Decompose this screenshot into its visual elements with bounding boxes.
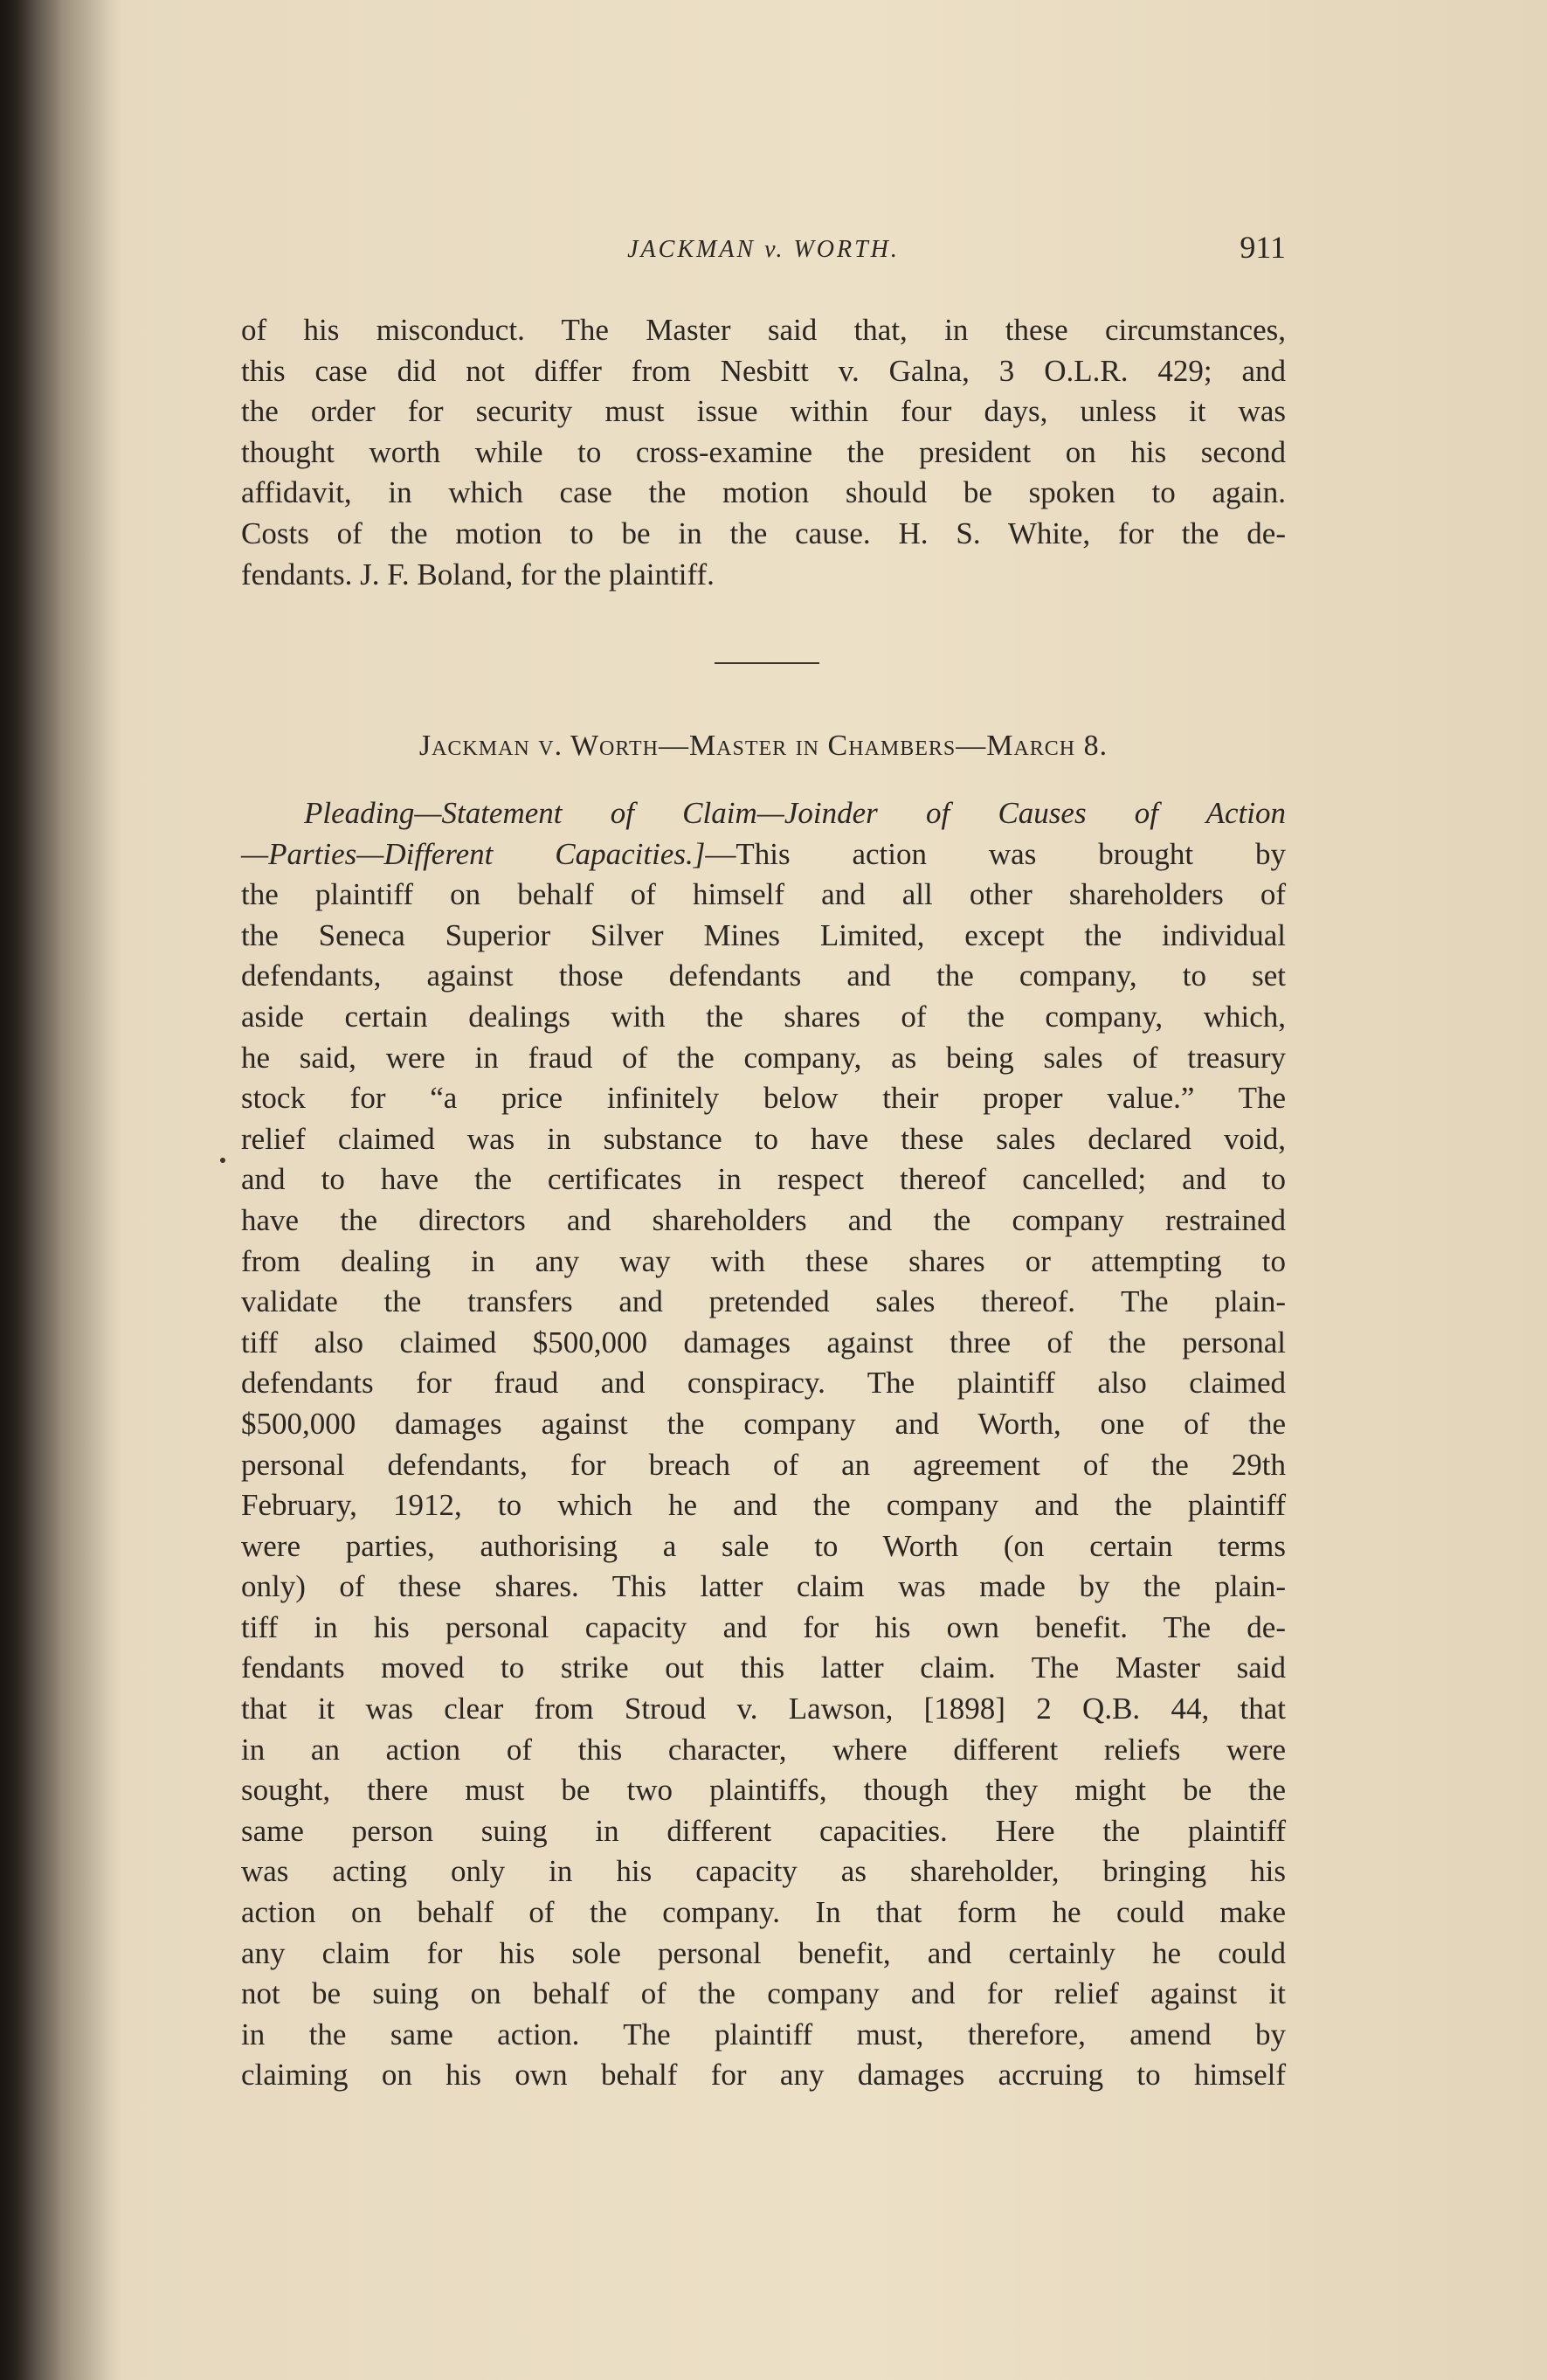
text-line: that it was clear from Stroud v. Lawson, [1898] 2 Q.B. 44, that bbox=[241, 1692, 1286, 1726]
text-line: in the same action. The plaintiff must, therefore, amend by bbox=[241, 2017, 1286, 2051]
text-line: the Seneca Superior Silver Mines Limited, except the individual bbox=[241, 917, 1286, 952]
text-line: of his misconduct. The Master said that, in these circumstances, bbox=[241, 313, 1286, 347]
text-line: tiff in his personal capacity and for his own benefit. The de- bbox=[241, 1609, 1286, 1644]
headnote-line: Pleading—Statement of Claim—Joinder of Causes of Action bbox=[304, 796, 1286, 830]
ink-speck bbox=[220, 1158, 225, 1163]
text-line: Costs of the motion to be in the cause. H. S. White, for the de- bbox=[241, 515, 1286, 550]
text-line: thought worth while to cross-examine the president on his second bbox=[241, 434, 1286, 469]
page-header bbox=[241, 229, 1286, 273]
text-line: personal defendants, for breach of an agreement of the 29th bbox=[241, 1447, 1286, 1482]
text-line: the plaintiff on behalf of himself and all other shareholders of bbox=[241, 877, 1286, 912]
text-line: this case did not differ from Nesbitt v. Galna, 3 O.L.R. 429; and bbox=[241, 353, 1286, 388]
text-line: tiff also claimed $500,000 damages against three of the personal bbox=[241, 1325, 1286, 1360]
book-gutter-shadow bbox=[0, 0, 122, 2380]
case-paragraph bbox=[241, 793, 1286, 2096]
running-head: JACKMAN v. WORTH. bbox=[627, 236, 900, 263]
text-line: claiming on his own behalf for any damages accruing to himself bbox=[241, 2058, 1286, 2093]
text-line: February, 1912, to which he and the company and the plaintiff bbox=[241, 1488, 1286, 1523]
section-divider bbox=[715, 662, 819, 664]
text-line: and to have the certificates in respect thereof cancelled; and to bbox=[241, 1162, 1286, 1197]
headnote-italic: —Parties—Different Capacities.] bbox=[241, 836, 706, 871]
text-line: affidavit, in which case the motion should be spoken to again. bbox=[241, 475, 1286, 510]
text-line: same person suing in different capacities. Here the plaintiff bbox=[241, 1813, 1286, 1848]
text-line: not be suing on behalf of the company and for relief against it bbox=[241, 1976, 1286, 2011]
text-line: sought, there must be two plaintiffs, though they might be the bbox=[241, 1773, 1286, 1808]
text-line: from dealing in any way with these shares or attempting to bbox=[241, 1243, 1286, 1278]
text-line: defendants for fraud and conspiracy. The plaintiff also claimed bbox=[241, 1366, 1286, 1401]
text-line: were parties, authorising a sale to Worth (on certain terms bbox=[241, 1528, 1286, 1563]
paragraph-continued bbox=[241, 310, 1286, 595]
text-line: $500,000 damages against the company and Worth, one of the bbox=[241, 1406, 1286, 1441]
headnote-text: —This action was brought by bbox=[705, 836, 1286, 871]
text-line: he said, were in fraud of the company, as being sales of treasury bbox=[241, 1040, 1286, 1075]
page-number: 911 bbox=[1240, 230, 1286, 265]
text-line: relief claimed was in substance to have these sales declared void, bbox=[241, 1121, 1286, 1156]
text-line: fendants. J. F. Boland, for the plaintiff. bbox=[241, 557, 715, 592]
text-line: defendants, against those defendants and the company, to set bbox=[241, 958, 1286, 993]
text-line: have the directors and shareholders and the company restrained bbox=[241, 1202, 1286, 1237]
case-heading: Jackman v. Worth—Master in Chambers—March 8. bbox=[418, 730, 1108, 762]
text-line: any claim for his sole personal benefit, and certainly he could bbox=[241, 1935, 1286, 1970]
text-line: stock for “a price infinitely below their proper value.” The bbox=[241, 1081, 1286, 1116]
text-line: validate the transfers and pretended sales thereof. The plain- bbox=[241, 1284, 1286, 1319]
text-line: aside certain dealings with the shares of the company, which, bbox=[241, 999, 1286, 1034]
text-line: was acting only in his capacity as shareholder, bringing his bbox=[241, 1854, 1286, 1889]
text-line: action on behalf of the company. In that form he could make bbox=[241, 1895, 1286, 1930]
text-line: in an action of this character, where different reliefs were bbox=[241, 1732, 1286, 1767]
headnote-line bbox=[241, 834, 1286, 875]
text-line: only) of these shares. This latter claim was made by the plain- bbox=[241, 1569, 1286, 1604]
text-line: the order for security must issue within four days, unless it was bbox=[241, 394, 1286, 429]
text-line: fendants moved to strike out this latter claim. The Master said bbox=[241, 1650, 1286, 1685]
